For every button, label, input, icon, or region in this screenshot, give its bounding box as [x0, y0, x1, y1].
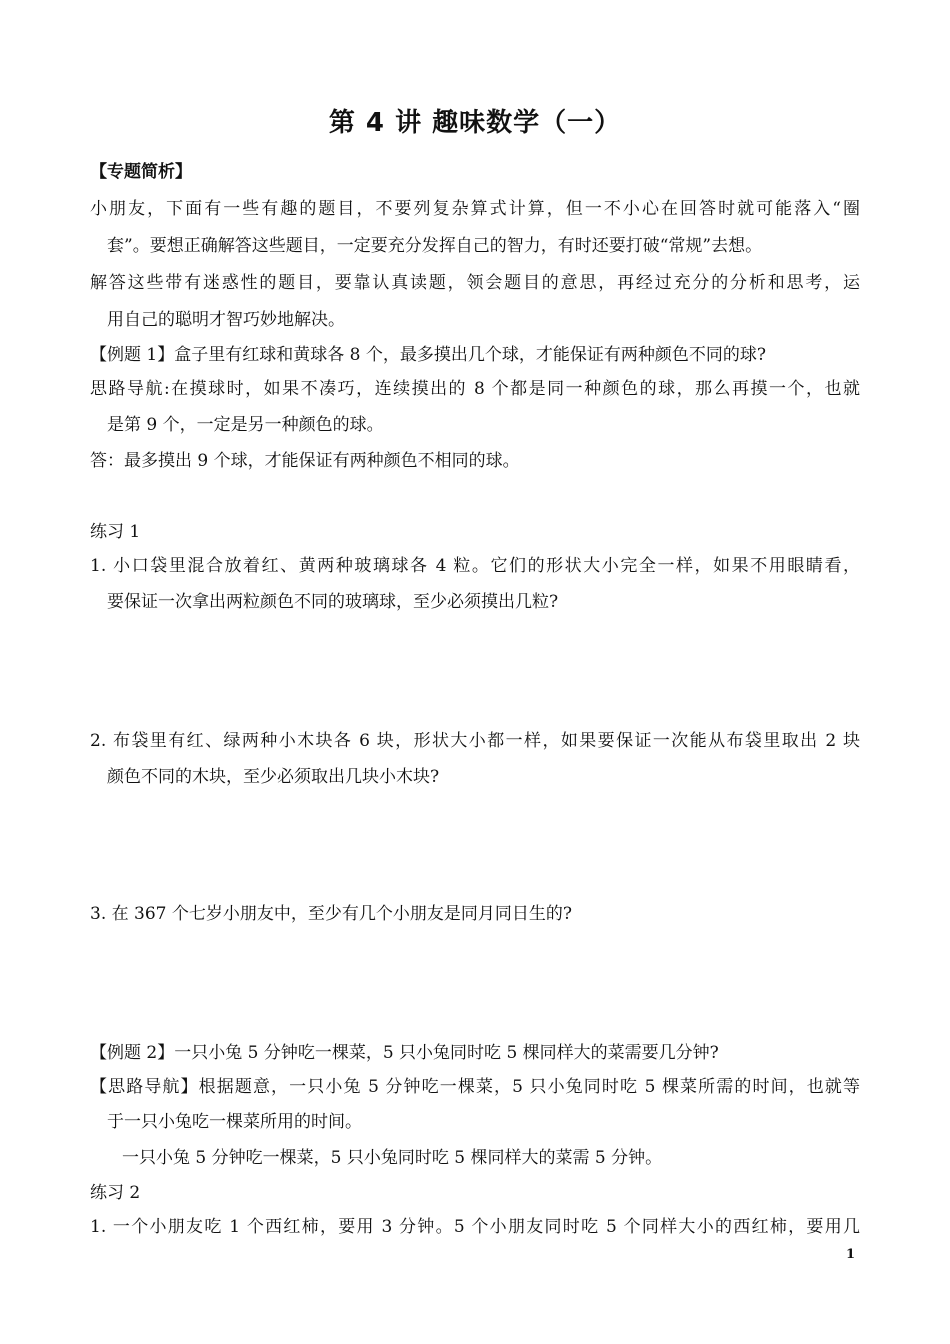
intro-line-1: 小朋友，下面有一些有趣的题目，不要列复杂算式计算，但一不小心在回答时就可能落入“圈 [90, 199, 860, 219]
practice2-heading: 练习 2 [90, 1183, 141, 1203]
page-number: 1 [846, 1247, 856, 1262]
page-title: 第 4 讲 趣味数学（一） [328, 108, 622, 138]
practice1-q1-line-2: 要保证一次拿出两粒颜色不同的玻璃球，至少必须摸出几粒? [107, 592, 559, 612]
intro-line-4: 用自己的聪明才智巧妙地解决。 [107, 310, 345, 330]
intro-line-3: 解答这些带有迷惑性的题目，要靠认真读题，领会题目的意思，再经过充分的分析和思考，运 [90, 273, 860, 293]
practice1-q1-line-1: 1. 小口袋里混合放着红、黄两种玻璃球各 4 粒。它们的形状大小完全一样，如果不用眼睛看， [90, 556, 860, 576]
intro-line-2: 套”。要想正确解答这些题目，一定要充分发挥自己的智力，有时还要打破“常规”去想。 [107, 236, 763, 256]
practice1-heading: 练习 1 [90, 522, 141, 542]
practice2-q1-line-1: 1. 一个小朋友吃 1 个西红柿，要用 3 分钟。5 个小朋友同时吃 5 个同样大小的西红柿，要用几 [90, 1217, 860, 1237]
example1-thinking-line-1: 思路导航:在摸球时，如果不凑巧，连续摸出的 8 个都是同一种颜色的球，那么再摸一个，也就 [90, 379, 860, 399]
practice1-q3: 3. 在 367 个七岁小朋友中，至少有几个小朋友是同月同日生的? [90, 904, 572, 924]
section-heading: 【专题简析】 [90, 162, 192, 182]
example2-thinking-line-1: 【思路导航】根据题意，一只小兔 5 分钟吃一棵菜，5 只小兔同时吃 5 棵菜所需的时间，也就等 [90, 1077, 860, 1097]
example2-answer: 一只小兔 5 分钟吃一棵菜，5 只小兔同时吃 5 棵同样大的菜需 5 分钟。 [122, 1148, 663, 1168]
practice1-q2-line-1: 2. 布袋里有红、绿两种小木块各 6 块，形状大小都一样，如果要保证一次能从布袋里取出 2 块 [90, 731, 860, 751]
example2-thinking-line-2: 于一只小兔吃一棵菜所用的时间。 [107, 1112, 362, 1132]
example2-question: 【例题 2】一只小兔 5 分钟吃一棵菜，5 只小兔同时吃 5 棵同样大的菜需要几分钟? [90, 1043, 719, 1063]
example1-thinking-line-2: 是第 9 个，一定是另一种颜色的球。 [107, 415, 384, 435]
example1-question: 【例题 1】盒子里有红球和黄球各 8 个，最多摸出几个球，才能保证有两种颜色不同的球? [90, 345, 766, 365]
example1-answer: 答：最多摸出 9 个球，才能保证有两种颜色不相同的球。 [90, 451, 520, 471]
practice1-q2-line-2: 颜色不同的木块，至少必须取出几块小木块? [107, 767, 440, 787]
